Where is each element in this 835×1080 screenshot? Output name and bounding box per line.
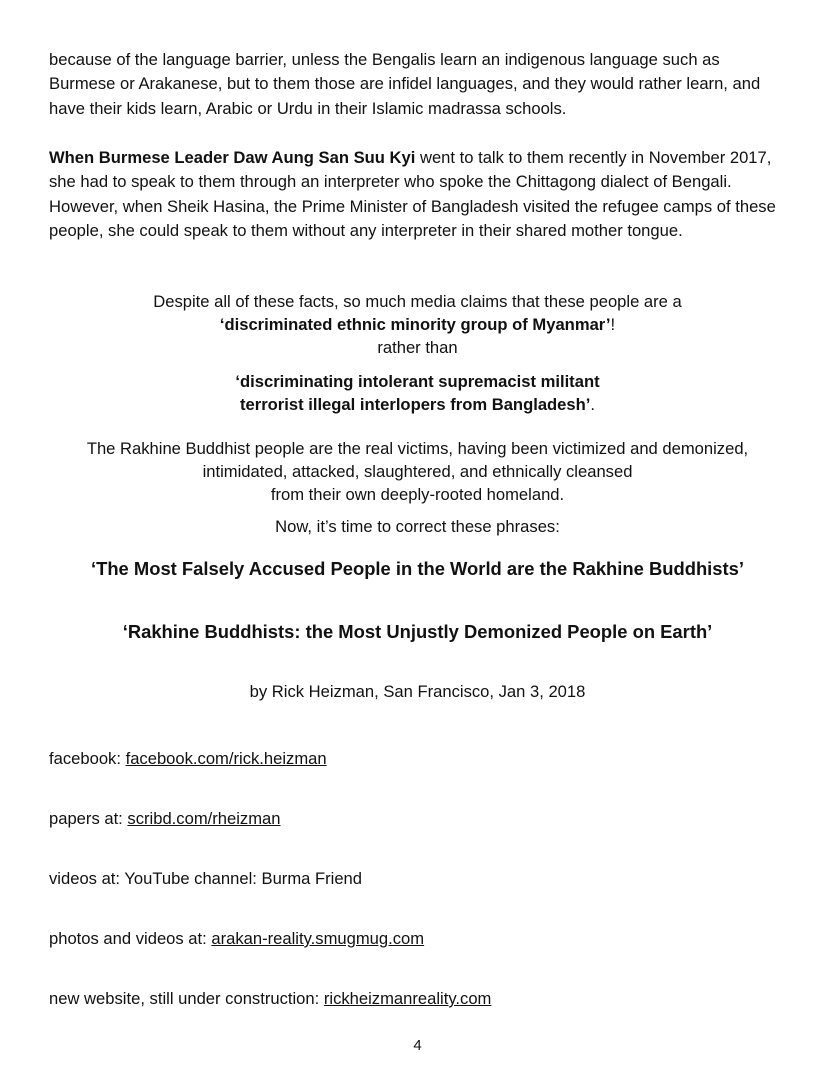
heading-falsely-accused: ‘The Most Falsely Accused People in the World are the Rakhine Buddhists’ — [90, 558, 744, 579]
papers-line — [49, 808, 281, 830]
claims-rather: rather than — [377, 338, 458, 357]
victims-block — [0, 437, 835, 506]
facebook-label: facebook: — [49, 749, 126, 768]
claims-intro: Despite all of these facts, so much media claims that these people are a — [153, 292, 682, 311]
paragraph-interpreter — [49, 146, 789, 243]
paragraph-body: went to talk to them recently in November 2017, she had to speak to them through an interpreter who spoke the Chittagong dialect of Bengali. However, when Sheik Hasina, the Prime Minister of Bangladesh visited the refugee camps of these people, she could speak to them without any interpreter in their shared mother tongue. — [49, 148, 776, 240]
byline: by Rick Heizman, San Francisco, Jan 3, 2018 — [249, 682, 586, 701]
claims-punct-1: ! — [610, 315, 616, 334]
media-claims-block — [0, 290, 835, 359]
heading-unjustly-demonized: ‘Rakhine Buddhists: the Most Unjustly Demonized People on Earth’ — [122, 621, 713, 642]
claims-phrase-1 — [0, 313, 835, 336]
smugmug-link[interactable]: arakan-reality.smugmug.com — [211, 929, 425, 948]
victims-line-2: intimidated, attacked, slaughtered, and ethnically cleansed — [202, 462, 633, 481]
website-label: new website, still under construction: — [49, 989, 324, 1008]
counter-claim-line-1 — [0, 370, 835, 393]
website-link[interactable]: rickheizmanreality.com — [323, 989, 492, 1008]
counter-claim-block — [0, 370, 835, 416]
page-number: 4 — [413, 1037, 422, 1054]
counter-claim-line-2 — [0, 393, 835, 416]
counter-claim-bold-1: ‘discriminating intolerant supremacist militant — [235, 372, 600, 391]
videos-label: videos at: YouTube channel: Burma Friend — [49, 869, 363, 888]
scribd-link[interactable]: scribd.com/rheizman — [127, 809, 281, 828]
paragraph-bold-lead: When Burmese Leader Daw Aung San Suu Kyi — [49, 148, 416, 167]
counter-claim-bold-2: terrorist illegal interlopers from Bangladesh’ — [239, 395, 591, 414]
photos-line — [49, 928, 424, 950]
victims-line-3: from their own deeply-rooted homeland. — [270, 485, 565, 504]
correction-intro: Now, it’s time to correct these phrases: — [275, 517, 560, 536]
photos-label: photos and videos at: — [49, 929, 212, 948]
victims-line-1: The Rakhine Buddhist people are the real victims, having been victimized and demonized, — [86, 439, 749, 458]
claims-bold-phrase-1: ‘discriminated ethnic minority group of Myanmar’ — [219, 315, 611, 334]
paragraph-language-barrier: because of the language barrier, unless the Bengalis learn an indigenous language such as Burmese or Arakanese, but to them those are infidel languages, and they would rather learn, and have their kids learn, Arabic or Urdu in their Islamic madrassa schools. — [49, 50, 761, 118]
website-line — [49, 988, 491, 1010]
facebook-line — [49, 748, 327, 770]
videos-line — [49, 868, 362, 890]
papers-label: papers at: — [49, 809, 128, 828]
facebook-link[interactable]: facebook.com/rick.heizman — [125, 749, 327, 768]
counter-claim-punct: . — [590, 395, 596, 414]
